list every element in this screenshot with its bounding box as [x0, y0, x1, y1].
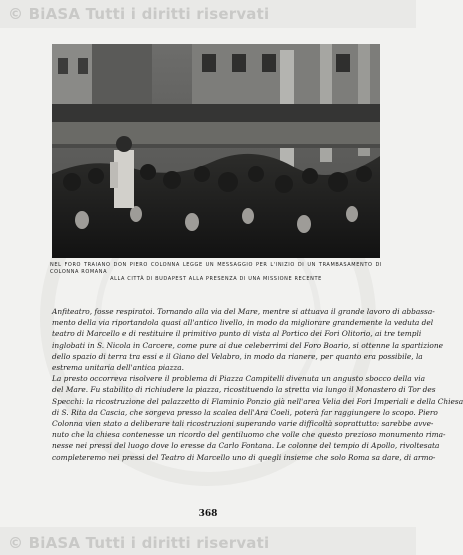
photo-caption	[50, 262, 382, 283]
crowd-photograph	[52, 44, 380, 258]
body-line: Anfiteatro, fosse respiratoi. Tornando alla via del Mare, mentre si attuava il grande lavoro di abbassa-	[52, 307, 435, 316]
caption-line-2: ALLA CITTÀ DI BUDAPEST ALLA PRESENZA DI UNA MISSIONE RECENTE	[110, 276, 322, 282]
body-line: dello spazio di terra tra essi e il Giano del Velabro, in modo da rianere, per quanto era possibile, la	[52, 351, 423, 361]
body-line: Specchi: la ricostruzione del palazzetto di Flaminio Ponzio già nell'area Velia dei Fori Imperiali e della Chiesa	[52, 396, 463, 406]
body-line: inglobati in S. Nicola in Carcere, come pure ai due celeberrimi del Foro Boario, si ottenne la spartizione	[52, 340, 444, 350]
body-line: del Mare. Fu stabilito di richiudere la piazza, ricostituendo la stretta via lungo il Monastero di Tor des	[52, 385, 436, 395]
body-line: nuto che la chiesa contenesse un ricordo del gentiluomo che volle che questo prezioso monumento rima-	[52, 430, 446, 440]
body-line: di S. Rita da Cascia, che sorgeva presso la scalea dell'Ara Coeli, poterà far raggiungere lo scopo. Piero	[52, 407, 438, 417]
body-line: Colonna vien stato a deliberare tali ricostruzioni superando varie difficoltà soprattutto: sarebbe avve-	[52, 419, 434, 429]
body-line: teatro di Marcello e di restituire il primitivo punto di vista al Portico dei Fori Olitorio, ai tre templi	[52, 329, 422, 339]
body-line: nesse nei pressi del luogo dove lo eresse da Carlo Fontana. Le colonne del tempio di Apollo, rivoltesata	[52, 441, 440, 451]
watermark-top: © BiASA Tutti i diritti riservati	[8, 5, 270, 23]
body-text	[52, 306, 463, 463]
page-number: 368	[198, 509, 218, 519]
watermark-bottom: © BiASA Tutti i diritti riservati	[8, 534, 270, 552]
caption-line-1: NEL FORO TRAIANO DON PIERO COLONNA LEGGE UN MESSAGGIO PER L'INIZIO DI UN TRAMBASAMENTO DI COLONNA ROMANA	[50, 262, 382, 275]
body-line: estrema unitaria dell'antica piazza.	[52, 363, 185, 373]
body-line: mento della via riportandola quasi all'antico livello, in modo da migliorare grandemente la veduta del	[52, 318, 434, 328]
body-line: La presto occorreva risolvere il problema di Piazza Campitelli divenuta un angusto sbocco della via	[52, 374, 425, 384]
body-line: completeremo nei pressi del Teatro di Marcello uno di quegli insieme che solo Roma sa dare, di armo-	[52, 452, 436, 462]
